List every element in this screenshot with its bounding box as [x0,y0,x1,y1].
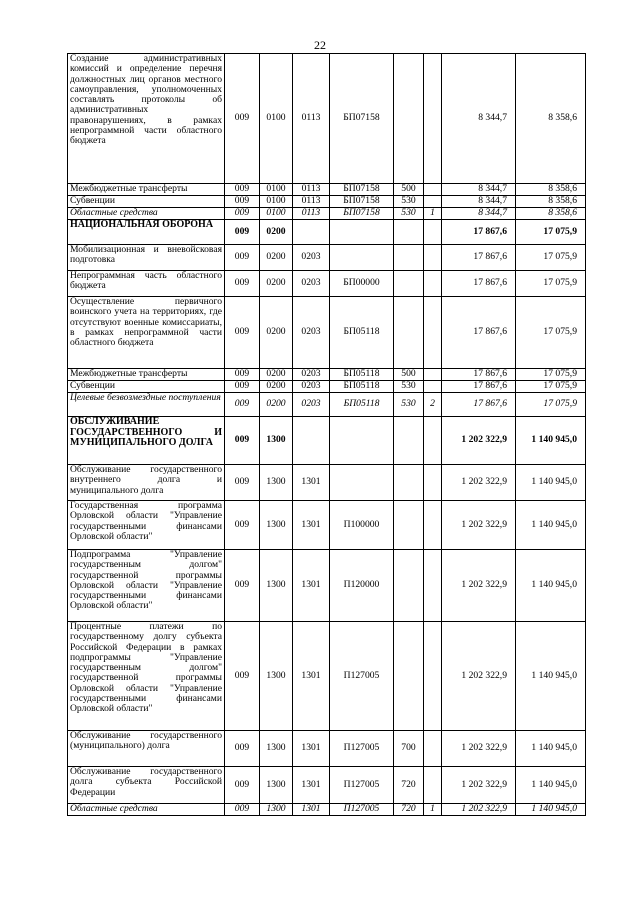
table-row [68,381,586,393]
row-name: Межбюджетные трансферты [68,184,225,196]
row-csr: БП05118 [330,369,394,381]
table-row [68,550,586,622]
row-src [424,622,442,731]
row-value-2: 8 358,6 [516,196,586,208]
row-vr [394,622,424,731]
row-value-2: 17 075,9 [516,381,586,393]
row-value-1: 17 867,6 [442,245,516,271]
row-gr: 009 [225,271,260,297]
row-value-2: 1 140 945,0 [516,804,586,816]
row-vr [394,297,424,369]
row-gr: 009 [225,369,260,381]
row-rz: 0200 [260,245,293,271]
row-src [424,501,442,550]
row-name: Областные средства [68,208,225,220]
row-value-2: 8 358,6 [516,54,586,184]
row-value-2: 1 140 945,0 [516,767,586,804]
row-csr: П127005 [330,731,394,767]
row-value-2: 17 075,9 [516,393,586,417]
row-value-2: 1 140 945,0 [516,550,586,622]
row-pr: 1301 [293,550,330,622]
row-src [424,767,442,804]
row-pr: 0113 [293,184,330,196]
row-src [424,220,442,245]
row-vr: 720 [394,767,424,804]
row-rz: 0200 [260,220,293,245]
row-name: ОБСЛУЖИВАНИЕ ГОСУДАРСТВЕННОГО И МУНИЦИПАЛЬНОГО ДОЛГА [68,417,225,465]
row-name: Мобилизационная и вневойсковая подготовка [68,245,225,271]
row-pr: 1301 [293,465,330,501]
row-csr: П127005 [330,767,394,804]
row-pr [293,417,330,465]
row-pr: 0203 [293,381,330,393]
row-src [424,381,442,393]
row-value-2: 8 358,6 [516,208,586,220]
row-value-1: 8 344,7 [442,208,516,220]
row-pr: 0113 [293,208,330,220]
row-rz: 1300 [260,767,293,804]
row-csr: БП07158 [330,208,394,220]
row-value-1: 17 867,6 [442,297,516,369]
row-csr [330,220,394,245]
table-row [68,501,586,550]
row-vr: 500 [394,184,424,196]
table-row [68,369,586,381]
row-value-2: 1 140 945,0 [516,465,586,501]
row-vr: 530 [394,393,424,417]
row-gr: 009 [225,622,260,731]
row-value-1: 17 867,6 [442,381,516,393]
row-csr: БП07158 [330,196,394,208]
table-row [68,184,586,196]
row-gr: 009 [225,501,260,550]
row-src [424,297,442,369]
row-rz: 1300 [260,731,293,767]
row-pr: 1301 [293,731,330,767]
row-csr: БП05118 [330,393,394,417]
table-row [68,220,586,245]
row-vr: 500 [394,369,424,381]
row-rz: 0100 [260,184,293,196]
row-value-2: 17 075,9 [516,297,586,369]
row-rz: 0100 [260,196,293,208]
row-src [424,465,442,501]
row-name: Процентные платежи по государственному долгу субъекта Российской Федерации в рамках подпрограммы "Управление государственным долгом" государственной программы Орловской области "Управление государственными финансами Орловской области" [68,622,225,731]
row-name: Субвенции [68,381,225,393]
table-row [68,767,586,804]
row-csr: БП00000 [330,271,394,297]
row-gr: 009 [225,417,260,465]
row-vr: 700 [394,731,424,767]
row-rz: 0100 [260,208,293,220]
table-row [68,297,586,369]
row-name: Непрограммная часть областного бюджета [68,271,225,297]
row-name: Обслуживание государственного (муниципального) долга [68,731,225,767]
row-gr: 009 [225,731,260,767]
row-gr: 009 [225,54,260,184]
row-value-2: 17 075,9 [516,220,586,245]
row-src [424,184,442,196]
row-vr [394,54,424,184]
row-csr: БП05118 [330,381,394,393]
row-vr [394,501,424,550]
budget-table [67,53,586,816]
row-rz: 0200 [260,381,293,393]
table-row [68,622,586,731]
row-gr: 009 [225,804,260,816]
row-gr: 009 [225,184,260,196]
table-row [68,208,586,220]
row-value-1: 1 202 322,9 [442,731,516,767]
row-src [424,245,442,271]
row-value-2: 17 075,9 [516,271,586,297]
row-csr [330,465,394,501]
row-rz: 1300 [260,465,293,501]
row-value-1: 1 202 322,9 [442,501,516,550]
row-name: Государственная программа Орловской области "Управление государственными финансами Орловской области" [68,501,225,550]
table-row [68,196,586,208]
row-csr: П127005 [330,804,394,816]
row-pr: 0203 [293,369,330,381]
row-vr: 530 [394,381,424,393]
row-pr: 1301 [293,501,330,550]
row-value-2: 1 140 945,0 [516,731,586,767]
row-value-1: 17 867,6 [442,271,516,297]
row-csr: П100000 [330,501,394,550]
row-name: Подпрограмма "Управление государственным долгом" государственной программы Орловской области "Управление государственными финансами Орловской области" [68,550,225,622]
row-pr: 0113 [293,196,330,208]
row-vr [394,220,424,245]
row-value-1: 17 867,6 [442,369,516,381]
row-rz: 1300 [260,501,293,550]
row-pr: 0203 [293,393,330,417]
row-vr [394,271,424,297]
row-rz: 0200 [260,369,293,381]
row-value-1: 8 344,7 [442,184,516,196]
row-name: Областные средства [68,804,225,816]
row-gr: 009 [225,393,260,417]
row-name: Осуществление первичного воинского учета на территориях, где отсутствуют военные комиссариаты, в рамках непрограммной части областного бюджета [68,297,225,369]
row-csr: П120000 [330,550,394,622]
row-name: Создание административных комиссий и определение перечня должностных лиц органов местного самоуправления, уполномоченных составлять протоколы об административных правонарушениях, в рамках непрограммной части областного бюджета [68,54,225,184]
row-name: Обслуживание государственного долга субъекта Российской Федерации [68,767,225,804]
row-name: Обслуживание государственного внутреннего долга и муниципального долга [68,465,225,501]
row-vr: 530 [394,196,424,208]
row-pr: 1301 [293,622,330,731]
row-src: 2 [424,393,442,417]
row-name: НАЦИОНАЛЬНАЯ ОБОРОНА [68,220,225,245]
row-rz: 0100 [260,54,293,184]
row-pr: 1301 [293,804,330,816]
row-value-1: 1 202 322,9 [442,465,516,501]
row-rz: 1300 [260,804,293,816]
row-src: 1 [424,208,442,220]
row-value-1: 8 344,7 [442,196,516,208]
row-vr [394,245,424,271]
row-value-1: 1 202 322,9 [442,767,516,804]
row-name: Межбюджетные трансферты [68,369,225,381]
row-vr [394,465,424,501]
row-value-1: 8 344,7 [442,54,516,184]
row-rz: 0200 [260,271,293,297]
row-csr [330,245,394,271]
row-rz: 1300 [260,550,293,622]
row-src [424,369,442,381]
row-pr [293,220,330,245]
row-csr: БП05118 [330,297,394,369]
row-gr: 009 [225,208,260,220]
row-gr: 009 [225,550,260,622]
row-src [424,731,442,767]
page-number: 22 [314,38,326,52]
row-value-2: 17 075,9 [516,369,586,381]
row-csr: П127005 [330,622,394,731]
table-row [68,804,586,816]
row-rz: 1300 [260,417,293,465]
row-pr: 0203 [293,297,330,369]
row-gr: 009 [225,196,260,208]
row-pr: 0203 [293,245,330,271]
row-vr: 720 [394,804,424,816]
row-gr: 009 [225,381,260,393]
table-row [68,245,586,271]
row-value-1: 17 867,6 [442,220,516,245]
row-name: Субвенции [68,196,225,208]
row-rz: 0200 [260,393,293,417]
table-row [68,271,586,297]
row-src [424,550,442,622]
row-src [424,271,442,297]
table-row [68,465,586,501]
row-gr: 009 [225,767,260,804]
row-value-1: 1 202 322,9 [442,417,516,465]
row-gr: 009 [225,297,260,369]
row-rz: 0200 [260,297,293,369]
row-pr: 0203 [293,271,330,297]
row-gr: 009 [225,245,260,271]
row-pr: 0113 [293,54,330,184]
row-csr [330,417,394,465]
row-src [424,417,442,465]
table-row [68,54,586,184]
row-value-1: 1 202 322,9 [442,622,516,731]
row-value-2: 1 140 945,0 [516,501,586,550]
row-value-2: 17 075,9 [516,245,586,271]
row-vr [394,550,424,622]
row-pr: 1301 [293,767,330,804]
row-value-2: 1 140 945,0 [516,417,586,465]
row-csr: БП07158 [330,184,394,196]
row-csr: БП07158 [330,54,394,184]
row-name: Целевые безвозмездные поступления [68,393,225,417]
row-vr [394,417,424,465]
row-gr: 009 [225,465,260,501]
row-src: 1 [424,804,442,816]
row-src [424,196,442,208]
row-value-2: 1 140 945,0 [516,622,586,731]
row-src [424,54,442,184]
row-value-2: 8 358,6 [516,184,586,196]
table-row [68,417,586,465]
row-rz: 1300 [260,622,293,731]
row-vr: 530 [394,208,424,220]
row-gr: 009 [225,220,260,245]
table-row [68,731,586,767]
row-value-1: 17 867,6 [442,393,516,417]
row-value-1: 1 202 322,9 [442,550,516,622]
table-row [68,393,586,417]
row-value-1: 1 202 322,9 [442,804,516,816]
